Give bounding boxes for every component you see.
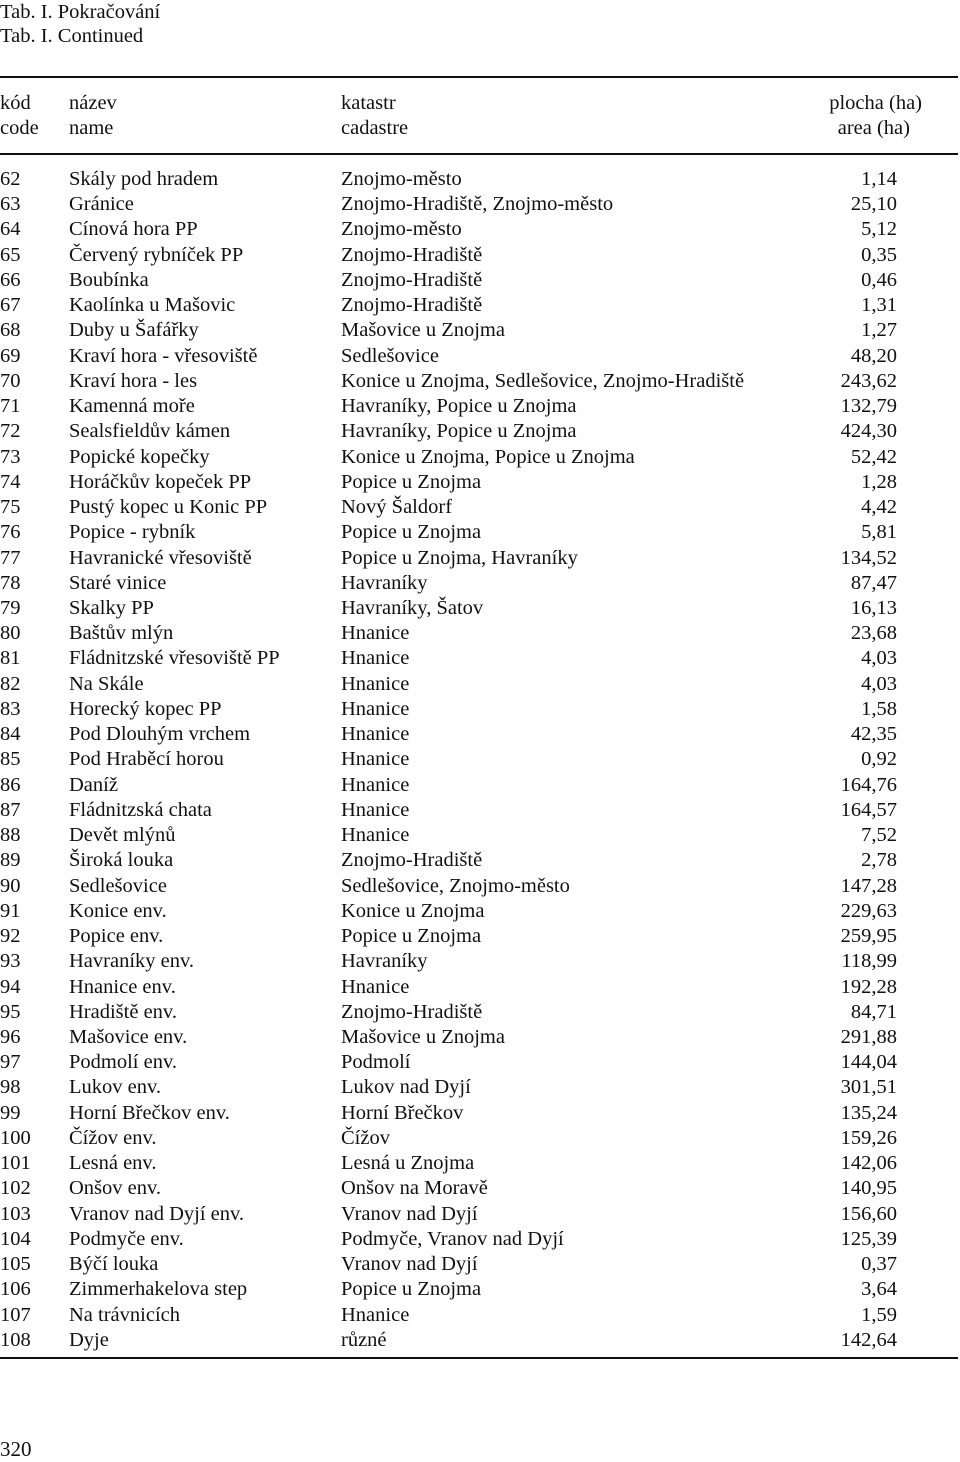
table-row	[0, 495, 960, 520]
table-top-rule	[0, 76, 958, 78]
cell-name: Hnanice env.	[69, 975, 176, 998]
cell-area: 192,28	[840, 975, 897, 998]
cell-code: 66	[0, 268, 21, 291]
cell-name: Lesná env.	[69, 1152, 157, 1175]
table-row	[0, 1050, 960, 1075]
cell-cadastre: Hnanice	[341, 773, 410, 796]
cell-name: Duby u Šafářky	[69, 319, 199, 342]
cell-area: 52,42	[850, 445, 897, 468]
cell-name: Devět mlýnů	[69, 824, 176, 847]
cell-cadastre: Sedlešovice, Znojmo-město	[341, 874, 570, 897]
cell-area: 3,64	[861, 1278, 897, 1301]
cell-name: Býčí louka	[69, 1253, 159, 1276]
cell-name: Sedlešovice	[69, 874, 167, 897]
cell-code: 67	[0, 294, 21, 317]
cell-code: 74	[0, 470, 21, 493]
cell-code: 70	[0, 369, 21, 392]
table-row	[0, 1025, 960, 1050]
cell-area: 4,03	[861, 672, 897, 695]
cell-cadastre: Popice u Znojma	[341, 1278, 482, 1301]
cell-name: Kraví hora - vřesoviště	[69, 344, 258, 367]
cell-cadastre: Konice u Znojma, Sedlešovice, Znojmo-Hradiště	[341, 369, 745, 392]
cell-code: 98	[0, 1076, 21, 1099]
cell-code: 68	[0, 319, 21, 342]
table-caption-english: Tab. I. Continued	[0, 25, 144, 47]
cell-cadastre: Hnanice	[341, 975, 410, 998]
cell-code: 105	[0, 1253, 31, 1276]
table-row	[0, 899, 960, 924]
cell-area: 25,10	[850, 193, 897, 216]
cell-name: Na trávnicích	[69, 1303, 180, 1326]
cell-cadastre: Podmolí	[341, 1051, 411, 1074]
table-row	[0, 470, 960, 495]
table-row	[0, 369, 960, 394]
cell-name: Horáčkův kopeček PP	[69, 470, 252, 493]
cell-code: 77	[0, 546, 21, 569]
cell-name: Horní Břečkov env.	[69, 1101, 230, 1124]
table-row	[0, 722, 960, 747]
cell-name: Hradiště env.	[69, 1000, 177, 1023]
cell-code: 107	[0, 1303, 31, 1326]
cell-name: Konice env.	[69, 899, 167, 922]
header-cadastre-czech: katastr	[341, 92, 396, 114]
table-row	[0, 1328, 960, 1353]
cell-code: 96	[0, 1025, 21, 1048]
cell-cadastre: Znojmo-město	[341, 218, 462, 241]
cell-area: 229,63	[840, 899, 897, 922]
cell-code: 82	[0, 672, 21, 695]
header-cadastre-english: cadastre	[341, 117, 409, 139]
header-area-czech: plocha (ha)	[829, 92, 922, 114]
cell-cadastre: Hnanice	[341, 824, 410, 847]
table-row	[0, 394, 960, 419]
cell-area: 7,52	[861, 824, 897, 847]
cell-area: 1,28	[861, 470, 897, 493]
table-row	[0, 823, 960, 848]
cell-cadastre: Havraníky	[341, 950, 428, 973]
table-row	[0, 1176, 960, 1201]
table-row	[0, 1075, 960, 1100]
table-row	[0, 318, 960, 343]
cell-cadastre: Znojmo-Hradiště, Znojmo-město	[341, 193, 614, 216]
cell-code: 80	[0, 622, 21, 645]
table-row	[0, 1151, 960, 1176]
cell-code: 88	[0, 824, 21, 847]
cell-name: Popické kopečky	[69, 445, 210, 468]
table-row	[0, 773, 960, 798]
cell-area: 1,14	[861, 168, 897, 190]
cell-name: Baštův mlýn	[69, 622, 174, 645]
table-row	[0, 192, 960, 217]
cell-cadastre: Znojmo-Hradiště	[341, 1000, 483, 1023]
cell-name: Onšov env.	[69, 1177, 162, 1200]
cell-area: 132,79	[840, 395, 897, 418]
cell-name: Boubínka	[69, 268, 149, 291]
cell-name: Havraníky env.	[69, 950, 195, 973]
cell-name: Kamenná moře	[69, 395, 195, 418]
table-row	[0, 747, 960, 772]
cell-code: 89	[0, 849, 21, 872]
cell-code: 69	[0, 344, 21, 367]
cell-area: 135,24	[840, 1101, 897, 1124]
table-row	[0, 848, 960, 873]
cell-name: Sealsfieldův kámen	[69, 420, 231, 443]
cell-code: 72	[0, 420, 21, 443]
table-row	[0, 596, 960, 621]
cell-name: Červený rybníček PP	[69, 243, 244, 266]
cell-code: 71	[0, 395, 21, 418]
table-row	[0, 1303, 960, 1328]
table-row	[0, 419, 960, 444]
cell-code: 76	[0, 521, 21, 544]
cell-cadastre: Znojmo-Hradiště	[341, 294, 483, 317]
cell-area: 144,04	[840, 1051, 897, 1074]
table-row	[0, 874, 960, 899]
cell-name: Podmolí env.	[69, 1051, 178, 1074]
cell-name: Zimmerhakelova step	[69, 1278, 248, 1301]
cell-name: Horecký kopec PP	[69, 697, 222, 720]
cell-name: Pod Dlouhým vrchem	[69, 723, 251, 746]
cell-cadastre: Popice u Znojma, Havraníky	[341, 546, 578, 569]
header-area-english: area (ha)	[837, 117, 910, 139]
cell-area: 140,95	[840, 1177, 897, 1200]
table-row	[0, 798, 960, 823]
table-row	[0, 672, 960, 697]
cell-cadastre: Podmyče, Vranov nad Dyjí	[341, 1227, 564, 1250]
cell-area: 23,68	[850, 622, 897, 645]
cell-code: 64	[0, 218, 21, 241]
cell-cadastre: Čížov	[341, 1126, 390, 1149]
cell-code: 63	[0, 193, 21, 216]
cell-name: Podmyče env.	[69, 1227, 184, 1250]
cell-area: 1,31	[861, 294, 897, 317]
cell-cadastre: Hnanice	[341, 622, 410, 645]
cell-name: Gránice	[69, 193, 134, 216]
table-row	[0, 975, 960, 1000]
cell-cadastre: Konice u Znojma	[341, 899, 485, 922]
table-row	[0, 1000, 960, 1025]
table-row	[0, 697, 960, 722]
table-bottom-rule	[0, 1357, 958, 1359]
cell-cadastre: Hnanice	[341, 798, 410, 821]
cell-area: 164,76	[840, 773, 897, 796]
table-row	[0, 1227, 960, 1252]
cell-code: 102	[0, 1177, 31, 1200]
cell-name: Skalky PP	[69, 596, 154, 619]
cell-code: 93	[0, 950, 21, 973]
cell-code: 108	[0, 1328, 31, 1351]
cell-code: 75	[0, 496, 21, 519]
cell-cadastre: různé	[341, 1328, 387, 1351]
cell-area: 134,52	[840, 546, 897, 569]
cell-name: Cínová hora PP	[69, 218, 198, 241]
cell-cadastre: Havraníky	[341, 571, 428, 594]
cell-code: 101	[0, 1152, 31, 1175]
cell-area: 1,59	[861, 1303, 897, 1326]
table-row	[0, 646, 960, 671]
cell-cadastre: Hnanice	[341, 672, 410, 695]
cell-code: 81	[0, 647, 21, 670]
table-row	[0, 344, 960, 369]
cell-code: 85	[0, 748, 21, 771]
table-row	[0, 243, 960, 268]
cell-code: 92	[0, 925, 21, 948]
table-row	[0, 217, 960, 242]
table-row	[0, 621, 960, 646]
table-caption-czech: Tab. I. Pokračování	[0, 1, 161, 23]
cell-code: 103	[0, 1202, 31, 1225]
cell-name: Fládnitzské vřesoviště PP	[69, 647, 280, 670]
cell-area: 84,71	[850, 1000, 897, 1023]
cell-area: 0,37	[861, 1253, 897, 1276]
cell-area: 1,27	[861, 319, 897, 342]
cell-area: 164,57	[840, 798, 897, 821]
cell-area: 0,46	[861, 268, 897, 291]
cell-cadastre: Lukov nad Dyjí	[341, 1076, 471, 1099]
cell-cadastre: Vranov nad Dyjí	[341, 1202, 478, 1225]
cell-name: Široká louka	[69, 849, 174, 872]
cell-code: 91	[0, 899, 21, 922]
table-row	[0, 293, 960, 318]
cell-name: Lukov env.	[69, 1076, 162, 1099]
cell-name: Kaolínka u Mašovic	[69, 294, 236, 317]
cell-code: 106	[0, 1278, 31, 1301]
cell-cadastre: Hnanice	[341, 697, 410, 720]
cell-name: Kraví hora - les	[69, 369, 198, 392]
cell-name: Fládnitzská chata	[69, 798, 212, 821]
cell-cadastre: Znojmo-Hradiště	[341, 268, 483, 291]
cell-cadastre: Nový Šaldorf	[341, 496, 453, 519]
cell-cadastre: Popice u Znojma	[341, 925, 482, 948]
table-row	[0, 949, 960, 974]
cell-name: Havranické vřesoviště	[69, 546, 252, 569]
cell-cadastre: Znojmo-Hradiště	[341, 849, 483, 872]
table-row	[0, 520, 960, 545]
header-code-english: code	[0, 117, 39, 139]
table-row	[0, 1202, 960, 1227]
cell-cadastre: Popice u Znojma	[341, 521, 482, 544]
cell-cadastre: Onšov na Moravě	[341, 1177, 488, 1200]
cell-code: 62	[0, 168, 21, 190]
cell-code: 86	[0, 773, 21, 796]
cell-area: 5,81	[861, 521, 897, 544]
cell-code: 87	[0, 798, 21, 821]
cell-cadastre: Havraníky, Šatov	[341, 596, 484, 619]
cell-code: 84	[0, 723, 21, 746]
cell-area: 48,20	[850, 344, 897, 367]
table-row	[0, 1126, 960, 1151]
cell-name: Pustý kopec u Konic PP	[69, 496, 268, 519]
cell-cadastre: Hnanice	[341, 723, 410, 746]
cell-area: 42,35	[850, 723, 897, 746]
cell-code: 90	[0, 874, 21, 897]
cell-name: Daníž	[69, 773, 118, 796]
table-row	[0, 924, 960, 949]
cell-area: 291,88	[840, 1025, 897, 1048]
cell-area: 4,42	[861, 496, 897, 519]
cell-name: Dyje	[69, 1328, 109, 1351]
cell-cadastre: Mašovice u Znojma	[341, 319, 505, 342]
table-body	[0, 167, 960, 1353]
cell-cadastre: Vranov nad Dyjí	[341, 1253, 478, 1276]
cell-area: 0,92	[861, 748, 897, 771]
cell-cadastre: Horní Břečkov	[341, 1101, 464, 1124]
cell-code: 95	[0, 1000, 21, 1023]
cell-cadastre: Mašovice u Znojma	[341, 1025, 505, 1048]
cell-code: 78	[0, 571, 21, 594]
header-name-english: name	[69, 117, 114, 139]
cell-area: 0,35	[861, 243, 897, 266]
cell-code: 79	[0, 596, 21, 619]
cell-code: 99	[0, 1101, 21, 1124]
cell-name: Čížov env.	[69, 1126, 157, 1149]
header-name-czech: název	[69, 92, 117, 114]
cell-name: Skály pod hradem	[69, 168, 219, 190]
cell-code: 94	[0, 975, 21, 998]
cell-cadastre: Hnanice	[341, 748, 410, 771]
cell-code: 65	[0, 243, 21, 266]
cell-code: 104	[0, 1227, 31, 1250]
cell-area: 142,64	[840, 1328, 897, 1351]
cell-cadastre: Havraníky, Popice u Znojma	[341, 420, 577, 443]
cell-name: Popice env.	[69, 925, 164, 948]
table-row	[0, 571, 960, 596]
cell-name: Pod Hraběcí horou	[69, 748, 224, 771]
cell-code: 97	[0, 1051, 21, 1074]
cell-cadastre: Popice u Znojma	[341, 470, 482, 493]
cell-cadastre: Havraníky, Popice u Znojma	[341, 395, 577, 418]
table-row	[0, 1277, 960, 1302]
cell-cadastre: Hnanice	[341, 647, 410, 670]
cell-cadastre: Konice u Znojma, Popice u Znojma	[341, 445, 635, 468]
cell-cadastre: Hnanice	[341, 1303, 410, 1326]
cell-area: 243,62	[840, 369, 897, 392]
cell-cadastre: Znojmo-město	[341, 168, 462, 190]
cell-area: 259,95	[840, 925, 897, 948]
table-row	[0, 1252, 960, 1277]
cell-name: Mašovice env.	[69, 1025, 188, 1048]
table-row	[0, 268, 960, 293]
cell-cadastre: Sedlešovice	[341, 344, 439, 367]
cell-area: 424,30	[840, 420, 897, 443]
cell-area: 2,78	[861, 849, 897, 872]
cell-area: 156,60	[840, 1202, 897, 1225]
cell-area: 147,28	[840, 874, 897, 897]
cell-name: Na Skále	[69, 672, 144, 695]
cell-name: Popice - rybník	[69, 521, 196, 544]
table-row	[0, 167, 960, 192]
header-bottom-rule	[0, 153, 958, 155]
cell-area: 118,99	[841, 950, 897, 973]
cell-area: 159,26	[840, 1126, 897, 1149]
table-row	[0, 546, 960, 571]
cell-area: 301,51	[840, 1076, 897, 1099]
table-row	[0, 445, 960, 470]
cell-area: 16,13	[850, 596, 897, 619]
cell-area: 1,58	[861, 697, 897, 720]
cell-name: Vranov nad Dyjí env.	[69, 1202, 245, 1225]
cell-code: 100	[0, 1126, 31, 1149]
page-number: 320	[0, 1437, 32, 1461]
cell-area: 125,39	[840, 1227, 897, 1250]
cell-area: 87,47	[850, 571, 897, 594]
header-code-czech: kód	[0, 92, 31, 114]
cell-cadastre: Znojmo-Hradiště	[341, 243, 483, 266]
cell-cadastre: Lesná u Znojma	[341, 1152, 475, 1175]
table-row	[0, 1101, 960, 1126]
cell-code: 83	[0, 697, 21, 720]
cell-code: 73	[0, 445, 21, 468]
cell-area: 5,12	[861, 218, 897, 241]
cell-area: 142,06	[840, 1152, 897, 1175]
cell-name: Staré vinice	[69, 571, 167, 594]
cell-area: 4,03	[861, 647, 897, 670]
